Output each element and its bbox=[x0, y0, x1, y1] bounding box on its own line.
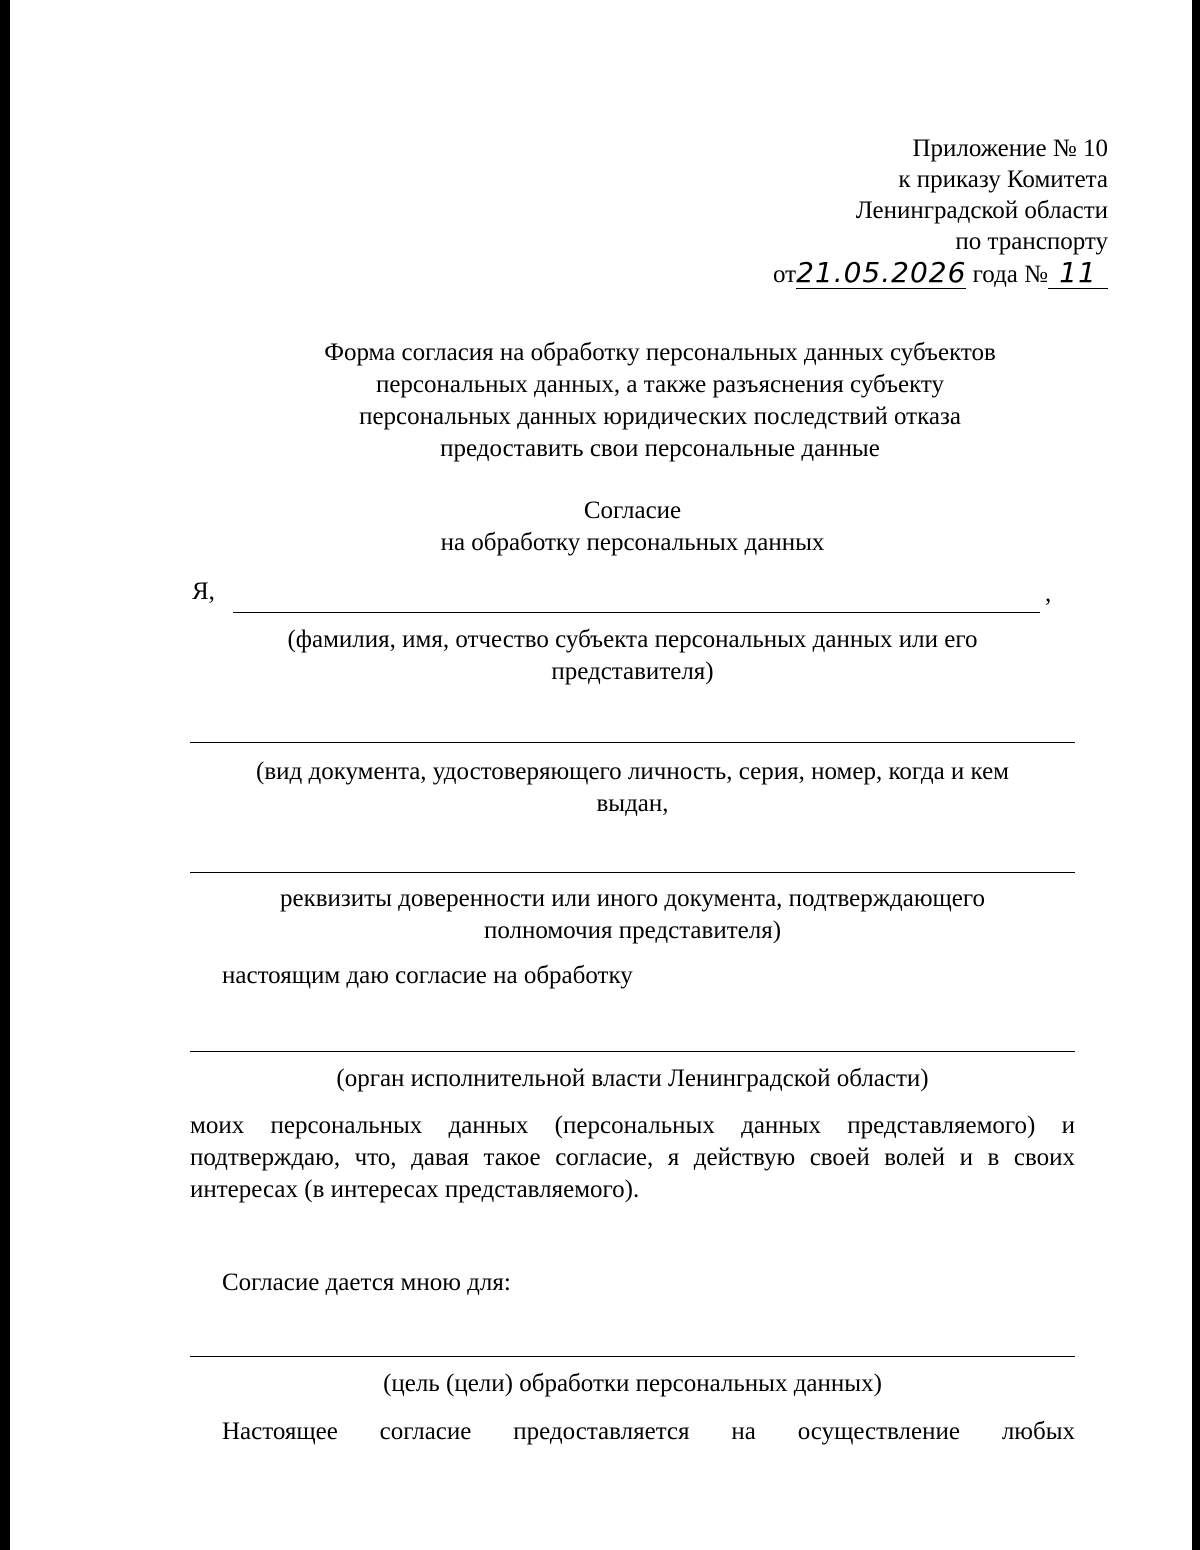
consent-intro: настоящим даю согласие на обработку bbox=[222, 962, 633, 989]
consent-paragraph: моих персональных данных (персональных данных представляемого) и подтверждаю, что, давая такое согласие, я действую своей волей и в своих интересах (в интересах представляемого). bbox=[190, 1112, 1075, 1203]
consent-scope-paragraph: Настоящее согласие предоставляется на осуществление любых bbox=[222, 1418, 1075, 1445]
fio-comma: , bbox=[1045, 580, 1052, 607]
power-of-attorney-field-line[interactable] bbox=[190, 872, 1075, 873]
purpose-field-line[interactable] bbox=[190, 1356, 1075, 1357]
year-number-label: года № bbox=[972, 261, 1048, 288]
committee-name: по транспорту bbox=[955, 228, 1108, 255]
hint-line: полномочия представителя) bbox=[483, 917, 782, 944]
power-of-attorney-hint bbox=[190, 883, 1075, 947]
appendix-header bbox=[773, 133, 1108, 290]
title-line: предоставить свои персональные данные bbox=[440, 435, 880, 462]
hint-line: выдан, bbox=[596, 790, 669, 817]
scan-border-right bbox=[1192, 0, 1200, 1550]
fio-hint bbox=[190, 624, 1075, 688]
order-date-line bbox=[773, 257, 1108, 290]
document-hint bbox=[190, 756, 1075, 820]
title-line: персональных данных, а также разъяснения субъекту bbox=[375, 371, 945, 398]
hint-line: реквизиты доверенности или иного документа, подтверждающего bbox=[280, 885, 985, 912]
ya-label: Я, bbox=[192, 578, 215, 605]
consent-heading-subtitle: на обработку персональных данных bbox=[440, 529, 825, 556]
handwritten-date: 21.05.2026 bbox=[796, 256, 967, 289]
consent-heading bbox=[190, 495, 1075, 559]
document-field-line[interactable] bbox=[190, 742, 1075, 743]
scan-border-left bbox=[0, 0, 10, 1550]
document-title bbox=[160, 337, 1160, 465]
region-name: Ленинградской области bbox=[855, 197, 1108, 224]
hint-line: (вид документа, удостоверяющего личность, серия, номер, когда и кем bbox=[256, 758, 1009, 785]
hint-line: (фамилия, имя, отчество субъекта персональных данных или его bbox=[287, 626, 978, 653]
authority-field-line[interactable] bbox=[190, 1051, 1075, 1052]
handwritten-number: 11 bbox=[1048, 257, 1108, 289]
purpose-intro: Согласие дается мною для: bbox=[222, 1269, 511, 1296]
consent-heading-title: Согласие bbox=[583, 497, 682, 524]
appendix-number: Приложение № 10 bbox=[912, 135, 1108, 162]
hint-line: представителя) bbox=[551, 658, 714, 685]
fio-field-line[interactable] bbox=[233, 612, 1040, 613]
title-line: персональных данных юридических последствий отказа bbox=[359, 403, 961, 430]
order-reference: к приказу Комитета bbox=[898, 166, 1108, 193]
purpose-hint: (цель (цели) обработки персональных данных) bbox=[383, 1370, 882, 1397]
date-prefix: от bbox=[772, 261, 797, 288]
authority-hint: (орган исполнительной власти Ленинградской области) bbox=[336, 1065, 929, 1092]
title-line: Форма согласия на обработку персональных данных субъектов bbox=[324, 339, 996, 366]
